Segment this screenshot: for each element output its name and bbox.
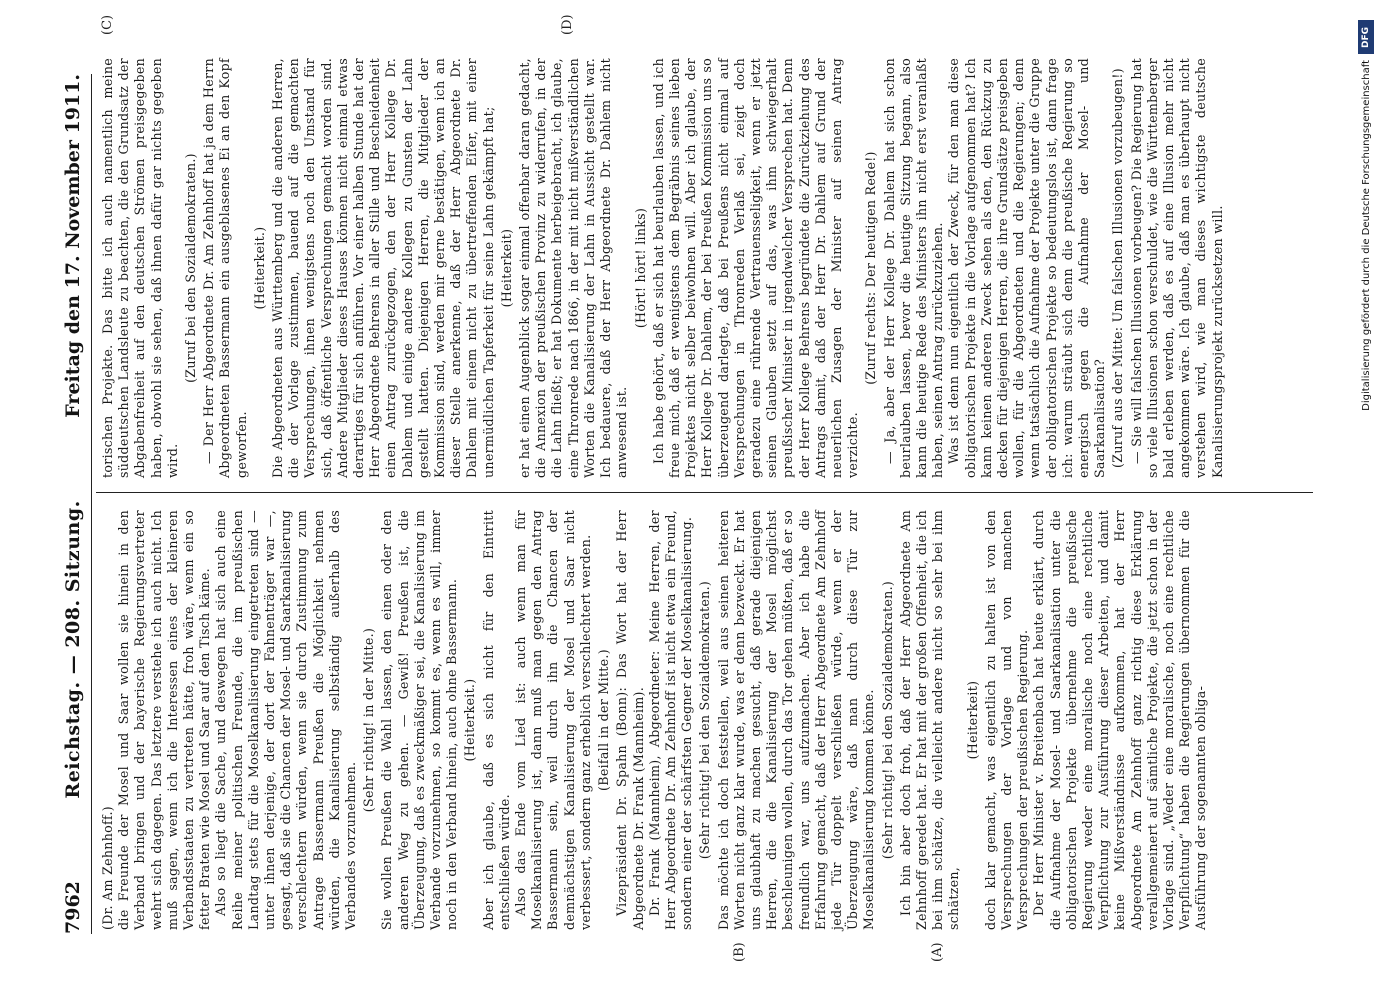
digitization-text: Digitalisierung gefördert durch die Deutsche Forschungsgemeinschaft [1360, 60, 1372, 411]
paragraph: Also so liegt die Sache, und deswegen hat sich auch eine Reihe meiner politischen Freunde, die im preußischen Landtag stets für die Moselkanalisierung eingetreten sind — unter ihnen derjenige, der dort der Fahnenträger war —, gesagt, daß sie die Chancen der Mosel- und Saarkanalisierung verschlechtern würden, wenn sie durch Zustimmung zum Antrage Bassermann Preußen die Möglichkeit nehmen würden, die Kanalisierung selbständig außerhalb des Verbandes vorzunehmen. [213, 510, 359, 930]
paragraph: Ich habe gehört, daß er sich hat beurlauben lassen, und ich freue mich, daß er wenigstens dem Begräbnis seines lieben Projektes nicht selber beiwohnen will. Aber ich glaube, der Herr Kollege Dr. Dahlem, der bei Preußen Kommission uns so überzeugend darlegte, daß bei Preußens nicht einmal auf Versprechungen in Thronreden Verlaß sei, zeigt doch geradezu eine rührende Vertrauensseligkeit, wenn er jetzt seinen Glauben setzt auf das, was ihm schwiegerhalt preußischer Minister in irgendwelcher Versprechen hat. Denn der Herr Kollege Behrens begründete die Zurückziehung des Antrags damit, daß der Herr Dr. Dahlem auf Grund der neuerlichen Zusagen der Minister auf seinen Antrag verzichte. [650, 58, 861, 478]
header-session: Reichstag. — 208. Sitzung. [62, 500, 84, 799]
paragraph: torischen Projekte. Das bitte ich auch namentlich meine süddeutschen Landsleute zu beachten, die den Grundsatz der Abgabenfreiheit auf den deutschen Strömen preisgegeben haben, obwohl sie sehen, daß ihnen dafür gar nichts gegeben wird. [100, 58, 180, 478]
margin-marker-b: (B) [732, 942, 747, 962]
stage-direction: (Zuruf rechts: Der heutigen Rede!) [863, 151, 879, 385]
paragraph: — Der Herr Abgeordnete Dr. Am Zehnhoff hat ja dem Herrn Abgeordneten Bassermann ein ausgeblasenes Ei an den Kopf geworfen. [201, 58, 249, 478]
column-divider [96, 492, 1313, 493]
paragraph: er hat einen Augenblick sogar einmal offenbar daran gedacht, die Annexion der preußischen Provinz zu widerrufen, in der die Lahn fließt; er hat Dokumente herbeigebracht, ich glaube, eine Thronrede nach 1866, in der mit nicht mißverständlichen Worten die Kanalisierung der Lahn in Aussicht gestellt war. Ich bedauere, daß der Herr Abgeordnete Dr. Dahlem nicht anwesend ist. [517, 58, 630, 478]
stage-direction: (Sehr richtig! bei den Sozialdemokraten.) [879, 580, 895, 860]
stage-direction: (Hört! hört! links) [632, 207, 648, 329]
paragraph: die Freunde der Mosel und Saar wollen sie hinein in den Verband bringen und der bayerische Regierungsvertreter wehrt sich dagegen. Das letztere verstehe ich auch nicht. Ich muß sagen, wenn ich die Interessen eines der kleineren Verbandsstaaten zu vertreten hätte, froh wäre, wenn ein so fetter Braten wie Mosel und Saar auf den Tisch käme. [116, 510, 213, 930]
paragraph: Das möchte ich doch feststellen, weil aus seinen heiteren Worten nicht ganz klar wurde, was er denn bezweckt. Er hat uns glaubhaft zu machen gesucht, daß gerade diejenigen Herren, die die Kanalisierung der Mosel möglichst beschleunigen wollen, durch das Tor gehen müßten, daß er so freundlich war, uns aufzumachen. Aber ich habe die Erfahrung gemacht, daß der Herr Abgeordnete Am Zehnhoff jede Tür doppelt verschließen würde, wenn er der Überzeugung wäre, daß man durch diese Tür zur Moselkanalisierung kommen könne. [715, 510, 877, 930]
paragraph: Was ist denn nun eigentlich der Zweck, für den man diese obligatorischen Projekte in die Vorlage aufgenommen hat? Ich kann keinen anderen Zweck sehen als den, den Rückzug zu decken für diejenigen Herren, die ihre Grundsätze preisgeben wollen, für die Abgeordneten und die Regierungen; denn wenn tatsächlich die Aufnahme der Projekte unter die Gruppe der obligatorischen Projekte so bedeutungslos ist, dann frage ich: warum sträubt sich denn die preußische Regierung so energisch gegen die Aufnahme der Mosel- und Saarkanalisation? [946, 58, 1108, 478]
digitization-note [1355, 20, 1377, 980]
stage-direction: (Sehr richtig! bei den Sozialdemokraten.) [697, 580, 713, 860]
stage-direction: (Heiterkeit.) [462, 678, 478, 762]
margin-marker-c: (C) [100, 14, 115, 35]
paragraph: Der Herr Minister v. Breitenbach hat heute erklärt, durch die Aufnahme der Mosel- und Saarkanalisation unter die obligatorischen Projekte übernehme die preußische Regierung weder eine moralische noch eine rechtliche Verpflichtung zur Ausführung dieser Arbeiten, und damit keine Mißverständnisse aufkommen, hat der Herr Abgeordnete Am Zehnhoff ganz richtig diese Erklärung verallgemeinert auf sämtliche Projekte, die jetzt schon in der Vorlage sind. „Weder eine moralische, noch eine rechtliche Verpflichtung“ haben die Regierungen übernommen für die Ausführung der sogenannten obliga- [1031, 510, 1209, 930]
paragraph: Dr. Frank (Mannheim), Abgeordneter: Meine Herren, der Herr Abgeordnete Dr. Am Zehnhoff ist nicht etwa ein Freund, sondern einer der schärfsten Gegner der Moselkanalisierung. [646, 510, 695, 930]
paragraph: — Ja, aber der Herr Kollege Dr. Dahlem hat sich schon beurlauben lassen, bevor die heutige Sitzung begann, also kann die heutige Rede des Ministers ihn nicht erst veranlaßt haben, seinen Antrag zurückzuziehen. [881, 58, 946, 478]
right-column [100, 58, 1226, 478]
stage-direction: (Heiterkeit.) [251, 226, 267, 310]
stage-direction: (Zuruf aus der Mitte: Um falschen Illusionen vorzubeugen!) [1110, 68, 1126, 468]
paragraph: Also das Ende vom Lied ist: auch wenn man für Moselkanalisierung ist, dann muß man gegen den Antrag Bassermann sein, weil durch ihn die Chancen der demnächstigen Kanalisierung der Mosel und Saar nicht verbessert, sondern ganz erheblich verschlechtert werden. [513, 510, 593, 930]
paragraph: — Sie will falschen Illusionen vorbeugen? Die Regierung hat so viele Illusionen schon verschuldet, wie die Württemberger bald erleben werden, daß es auf eine Illusion mehr nicht angekommen wäre. Ich glaube, daß man es überhaupt nicht verstehen wird, wie man dieses wichtigste deutsche Kanalisierungsprojekt zurücksetzen will. [1128, 58, 1225, 478]
left-column [100, 510, 1210, 930]
paragraph: Die Abgeordneten aus Württemberg und die anderen Herren, die der Vorlage zustimmen, bauend auf die gemachten Versprechungen, ihnen wenigstens noch den Umstand für sich, daß öffentliche Versprechungen gemacht worden sind. Andere Mitglieder dieses Hauses können nicht einmal etwas derartiges für sich anführen. Vor einer halben Stunde hat der Herr Abgeordnete Behrens in aller Stille und Bescheidenheit einen Antrag zurückgezogen, den der Herr Kollege Dr. Dahlem und einige andere Kollegen zu Gunsten der Lahn gestellt hatten. Diejenigen Herren, die Mitglieder der Kommission sind, werden mir gerne bestätigen, wenn ich an dieser Stelle anerkenne, daß der Herr Abgeordnete Dr. Dahlem mit einem nicht zu übertreffenden Eifer, mit einer unermüdlichen Tapferkeit für seine Lahn gekämpft hat; [270, 58, 496, 478]
stage-direction: (Sehr richtig! in der Mitte.) [361, 627, 377, 813]
page-header [62, 74, 92, 934]
dfg-logo-badge: DFG [1358, 20, 1374, 54]
paragraph: Vizepräsident Dr. Spahn (Bonn): Das Wort hat der Herr Abgeordnete Dr. Frank (Mannheim). [614, 510, 646, 930]
margin-marker-a: (A) [930, 942, 945, 962]
stage-direction: (Heiterkeit) [964, 680, 980, 760]
page-number: 7962 [62, 881, 84, 934]
stage-direction: (Zuruf bei den Sozialdemokraten.) [183, 153, 199, 383]
paragraph: doch klar gemacht, was eigentlich zu halten ist von den Versprechungen der Vorlage und von manchen Versprechungen der preußischen Regierung. [982, 510, 1031, 930]
paragraph: (Dr. Am Zehnhoff.) [100, 805, 115, 930]
paragraph: Sie wollen Preußen die Wahl lassen, den einen oder den anderen Weg zu gehen. — Gewiß! Preußen ist, die Überzeugung, daß es zweckmäßiger sei, die Kanalisierung im Verbande vorzunehmen, so kommt es, wenn es will, immer noch in den Verband hinein, auch ohne Bassermann. [379, 510, 460, 930]
paragraph: Ich bin aber doch froh, daß der Herr Abgeordnete Am Zehnhoff geredet hat. Er hat mit der großen Offenheit, die ich bei ihm schätze, die vielleicht andere nicht so sehr bei ihm schätzen, [897, 510, 962, 930]
stage-direction: (Beifall in der Mitte.) [596, 649, 612, 791]
header-date: Freitag den 17. November 1911. [62, 74, 84, 418]
margin-marker-d: (D) [560, 14, 575, 35]
stage-direction: (Heiterkeit) [498, 228, 514, 308]
paragraph: Aber ich glaube, daß es sich nicht für den Eintritt entschließen würde. [480, 510, 512, 930]
